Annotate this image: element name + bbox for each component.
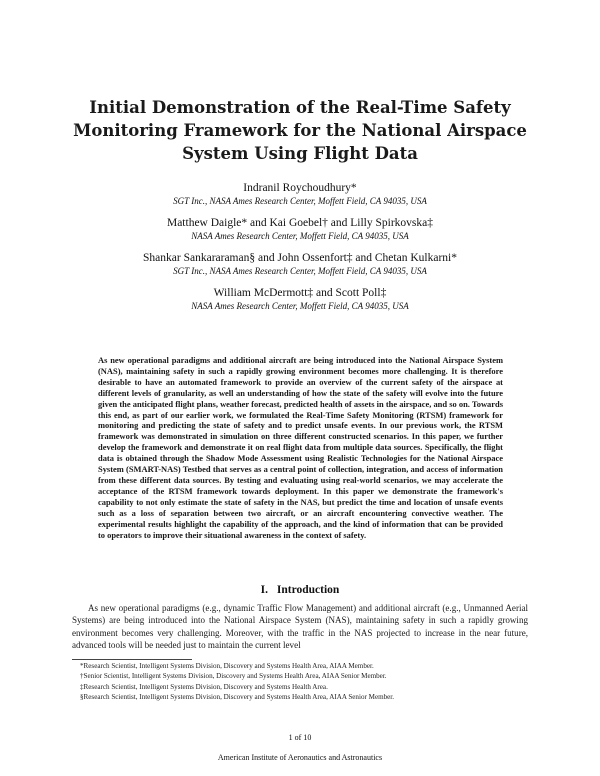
author-names: William McDermott‡ and Scott Poll‡ [213, 287, 387, 299]
author-block [0, 182, 600, 322]
author-affiliation: NASA Ames Research Center, Moffett Field, CA 94035, USA [191, 231, 409, 241]
author-affiliation: SGT Inc., NASA Ames Research Center, Moffett Field, CA 94035, USA [173, 196, 427, 206]
author-names: Indranil Roychoudhury* [243, 182, 357, 194]
footnote: §Research Scientist, Intelligent Systems Division, Discovery and Systems Health Area, AIAA Senior Member. [80, 693, 395, 702]
section-heading [0, 584, 600, 596]
title-line: System Using Flight Data [182, 144, 418, 163]
intro-paragraph: As new operational paradigms (e.g., dynamic Traffic Flow Management) and additional aircraft (e.g., Unmanned Aerial Systems) are being introduced into the National Airspace System (NAS), maintaining safety in such a rapidly growing environment becomes very challenging. Moreover, with the traffic in the NAS projected to increase in the near future, advanced tools will be needed just to maintain the current level [72, 603, 528, 651]
author-names: Shankar Sankararaman§ and John Ossenfort‡ and Chetan Kulkarni* [143, 252, 457, 264]
footnote: *Research Scientist, Intelligent Systems Division, Discovery and Systems Health Area, AIAA Member. [80, 662, 374, 670]
author-affiliation: NASA Ames Research Center, Moffett Field, CA 94035, USA [191, 301, 409, 311]
title-line: Initial Demonstration of the Real-Time Safety [89, 98, 511, 117]
author-names: Matthew Daigle* and Kai Goebel† and Lilly Spirkovska‡ [166, 217, 434, 229]
footnote: †Senior Scientist, Intelligent Systems Division, Discovery and Systems Health Area, AIAA Senior Member. [80, 672, 387, 681]
title-line: Monitoring Framework for the National Airspace [73, 121, 527, 140]
page-number: 1 of 10 [288, 733, 312, 742]
abstract: As new operational paradigms and additional aircraft are being introduced into the National Airspace System (NAS), maintaining safety in such a rapidly growing environment becomes more challenging. It is therefore desirable to have an automated framework to provide an overview of the current safety of the airspace at different levels of granularity, as well an understanding of how the state of the safety will evolve into the future given the anticipated flight plans, weather forecast, predicted health of assets in the airspace, and so on. Towards this end, as part of our earlier work, we formulated the Real-Time Safety Monitoring (RTSM) framework for monitoring and predicting the state of safety and to predict unsafe events. In our previous work, the RTSM framework was demonstrated in simulation on three different constructed scenarios. In this paper, we further develop the framework and demonstrate it on real flight data from multiple data sources. Specifically, the flight data is obtained through the Shadow Mode Assessment using Realistic Technologies for the National Airspace System (SMART-NAS) Testbed that serves as a central point of collection, integration, and access of information from these different data sources. By testing and evaluating using real-world scenarios, we may accelerate the acceptance of the RTSM framework towards deployment. In this paper we demonstrate the framework's capability to not only estimate the state of safety in the NAS, but predict the time and location of unsafe events such as a loss of separation between two aircraft, or an aircraft encountering convective weather. The experimental results highlight the capability of the approach, and the kind of information that can be provided to operators to improve their situational awareness in the context of safety. [98, 355, 503, 540]
footnote: ‡Research Scientist, Intelligent Systems Division, Discovery and Systems Health Area. [80, 682, 328, 691]
publisher-footer: American Institute of Aeronautics and Astronautics [217, 753, 383, 762]
author-affiliation: SGT Inc., NASA Ames Research Center, Moffett Field, CA 94035, USA [173, 266, 427, 276]
paper-title [0, 96, 600, 165]
section-number: I. [260, 584, 269, 596]
footnote-divider [72, 659, 192, 660]
section-title: Introduction [276, 584, 340, 596]
footnotes [80, 661, 530, 703]
